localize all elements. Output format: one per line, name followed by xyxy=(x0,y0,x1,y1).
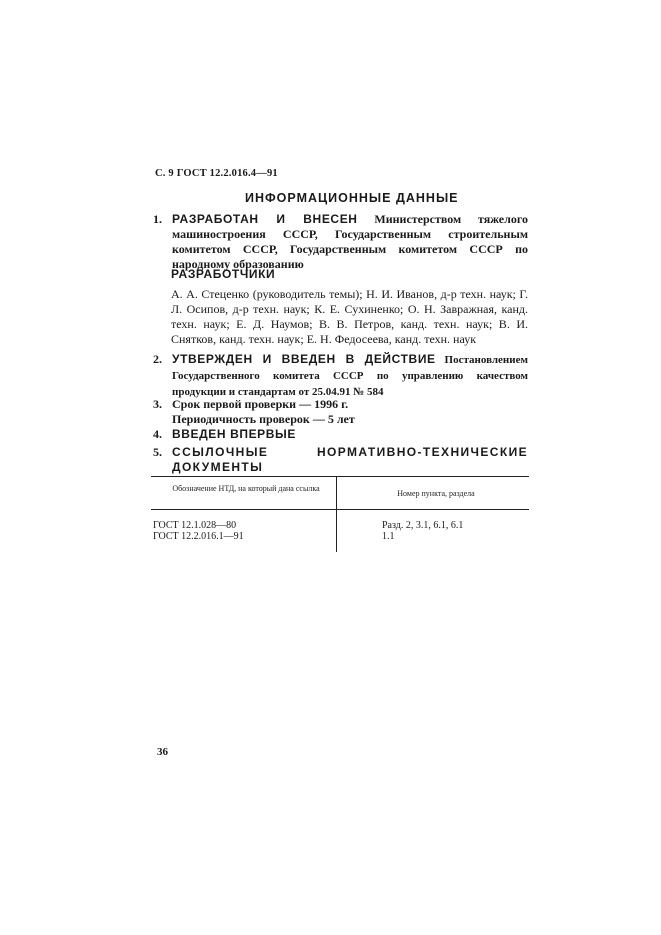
item-developed xyxy=(153,212,528,272)
table-column-divider xyxy=(336,476,337,552)
page-number: 36 xyxy=(157,746,168,758)
item-lead: ССЫЛОЧНЫЕ НОРМАТИВНО-ТЕХНИЧЕСКИЕ ДОКУМЕНТЫ xyxy=(172,445,528,474)
developers-title: РАЗРАБОТЧИКИ xyxy=(171,267,276,281)
item-lead: УТВЕРЖДЕН И ВВЕДЕН В ДЕЙСТВИЕ xyxy=(172,352,436,366)
references-table xyxy=(151,476,529,552)
item-text: Министерством тяжелого машиностроения СССР, Государственным строительным комитетом СССР, Государственным комитетом СССР по народному образованию xyxy=(172,212,529,271)
table-cell: ГОСТ 12.1.028—80 xyxy=(153,520,237,531)
item-introduced xyxy=(153,427,528,442)
item-lead: РАЗРАБОТАН И ВНЕСЕН xyxy=(172,212,358,226)
item-lead: ВВЕДЕН ВПЕРВЫЕ xyxy=(172,427,297,441)
table-cell: ГОСТ 12.2.016.1—91 xyxy=(153,531,244,542)
item-number: 3. xyxy=(153,397,162,411)
table-header-rule xyxy=(151,509,529,510)
table-cell: 1.1 xyxy=(382,531,395,542)
section-title: ИНФОРМАЦИОННЫЕ ДАННЫЕ xyxy=(245,191,459,205)
item-review xyxy=(153,397,528,427)
table-header-clause: Номер пункта, раздела xyxy=(397,489,475,498)
developers-list: А. А. Стеценко (руководитель темы); Н. И. Иванов, д-р техн. наук; Г. Л. Осипов, д-р техн. наук; К. Е. Сухиненко; О. Н. Завражная, канд. техн. наук; Е. Д. Наумов; В. В. Петров, канд. техн. наук; В. И. Снятков, канд. техн. наук; Е. Н. Федосеева, канд. техн. наук xyxy=(171,287,528,346)
table-cell: Разд. 2, 3.1, 6.1, 6.1 xyxy=(382,520,464,531)
item-number: 2. xyxy=(153,352,162,366)
table-header-document: Обозначение НТД, на который дана ссылка xyxy=(172,484,320,493)
review-period: Периодичность проверок — 5 лет xyxy=(172,412,355,426)
item-number: 1. xyxy=(153,212,162,226)
item-text: Постановлением Государственного комитета СССР по управлению качеством продукции и стандартам от 25.04.91 № 584 xyxy=(172,354,528,398)
document-header: С. 9 ГОСТ 12.2.016.4—91 xyxy=(155,168,278,179)
table-top-rule xyxy=(151,476,529,477)
review-first: Срок первой проверки — 1996 г. xyxy=(172,397,349,411)
item-approved xyxy=(153,352,528,400)
item-references xyxy=(153,445,528,475)
item-number: 4. xyxy=(153,427,162,441)
item-number: 5. xyxy=(153,445,162,459)
